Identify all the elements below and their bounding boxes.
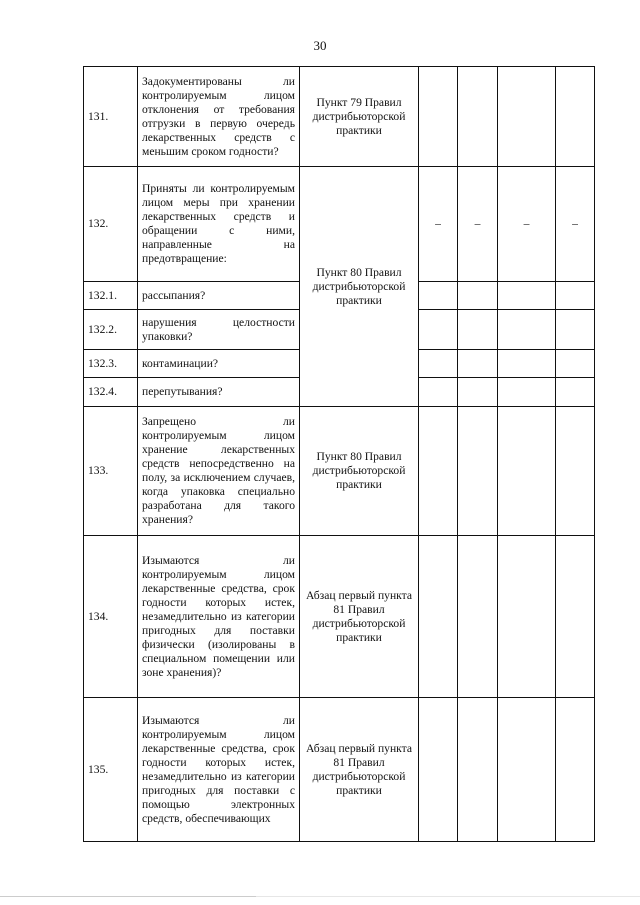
item-number: 132. bbox=[84, 167, 138, 282]
requirement-question: Изымаются ли контролируемым лицом лекарственные средства, срок годности которых истек, незамедлительно из категории пригодных для поставки физически (изолированы в специальном помещении или зоне хранения)? bbox=[138, 536, 300, 698]
answer-cell-no[interactable] bbox=[458, 536, 498, 698]
answer-dash: – bbox=[458, 167, 498, 282]
legal-reference: Абзац первый пункта 81 Правил дистрибьюторской практики bbox=[300, 536, 419, 698]
answer-cell-no[interactable] bbox=[458, 407, 498, 536]
answer-cell-no[interactable] bbox=[458, 282, 498, 310]
answer-cell-na[interactable] bbox=[498, 536, 556, 698]
answer-cell-note[interactable] bbox=[556, 310, 595, 350]
item-number: 134. bbox=[84, 536, 138, 698]
answer-cell-note[interactable] bbox=[556, 536, 595, 698]
answer-cell-note[interactable] bbox=[556, 378, 595, 407]
table-row bbox=[84, 407, 595, 536]
answer-cell-na[interactable] bbox=[498, 378, 556, 407]
table-row bbox=[84, 698, 595, 842]
answer-cell-yes[interactable] bbox=[419, 536, 458, 698]
answer-cell-note[interactable] bbox=[556, 67, 595, 167]
answer-cell-na[interactable] bbox=[498, 67, 556, 167]
requirement-question: Запрещено ли контролируемым лицом хранение лекарственных средств непосредственно на полу, за исключением случаев, когда упаковка специально разработана для такого хранения? bbox=[138, 407, 300, 536]
item-number: 132.4. bbox=[84, 378, 138, 407]
answer-dash: – bbox=[419, 167, 458, 282]
answer-cell-na[interactable] bbox=[498, 698, 556, 842]
answer-cell-yes[interactable] bbox=[419, 310, 458, 350]
table-row bbox=[84, 167, 595, 282]
item-number: 133. bbox=[84, 407, 138, 536]
answer-cell-na[interactable] bbox=[498, 282, 556, 310]
answer-dash: – bbox=[498, 167, 556, 282]
item-number: 132.3. bbox=[84, 350, 138, 378]
legal-reference: Пункт 80 Правил дистрибьюторской практики bbox=[300, 407, 419, 536]
answer-cell-no[interactable] bbox=[458, 67, 498, 167]
answer-cell-na[interactable] bbox=[498, 310, 556, 350]
item-number: 132.2. bbox=[84, 310, 138, 350]
answer-cell-no[interactable] bbox=[458, 378, 498, 407]
answer-cell-yes[interactable] bbox=[419, 282, 458, 310]
answer-cell-yes[interactable] bbox=[419, 407, 458, 536]
answer-cell-no[interactable] bbox=[458, 310, 498, 350]
answer-cell-note[interactable] bbox=[556, 350, 595, 378]
answer-cell-yes[interactable] bbox=[419, 378, 458, 407]
scan-footer-line bbox=[0, 896, 640, 897]
answer-cell-note[interactable] bbox=[556, 698, 595, 842]
requirement-question: контаминации? bbox=[138, 350, 300, 378]
answer-cell-yes[interactable] bbox=[419, 67, 458, 167]
answer-cell-note[interactable] bbox=[556, 407, 595, 536]
requirement-question: Изымаются ли контролируемым лицом лекарственные средства, срок годности которых истек, незамедлительно из категории пригодных для поставки с помощью электронных средств, обеспечивающих bbox=[138, 698, 300, 842]
answer-cell-na[interactable] bbox=[498, 350, 556, 378]
requirement-question: рассыпания? bbox=[138, 282, 300, 310]
answer-dash: – bbox=[556, 167, 595, 282]
answer-cell-na[interactable] bbox=[498, 407, 556, 536]
item-number: 135. bbox=[84, 698, 138, 842]
table-row bbox=[84, 536, 595, 698]
page-number: 30 bbox=[313, 38, 327, 53]
item-number: 131. bbox=[84, 67, 138, 167]
requirement-question: Приняты ли контролируемым лицом меры при хранении лекарственных средств и обращении с ними, направленные на предотвращение: bbox=[138, 167, 300, 282]
answer-cell-note[interactable] bbox=[556, 282, 595, 310]
checklist-table bbox=[83, 66, 595, 842]
item-number: 132.1. bbox=[84, 282, 138, 310]
answer-cell-no[interactable] bbox=[458, 350, 498, 378]
legal-reference: Пункт 79 Правил дистрибьюторской практики bbox=[300, 67, 419, 167]
legal-reference: Абзац первый пункта 81 Правил дистрибьюторской практики bbox=[300, 698, 419, 842]
requirement-question: Задокументированы ли контролируемым лицом отклонения от требования отгрузки в первую очередь лекарственных средств с меньшим сроком годности? bbox=[138, 67, 300, 167]
answer-cell-yes[interactable] bbox=[419, 698, 458, 842]
requirement-question: перепутывания? bbox=[138, 378, 300, 407]
table-row bbox=[84, 67, 595, 167]
answer-cell-no[interactable] bbox=[458, 698, 498, 842]
legal-reference: Пункт 80 Правил дистрибьюторской практики bbox=[300, 167, 419, 407]
answer-cell-yes[interactable] bbox=[419, 350, 458, 378]
requirement-question: нарушения целостности упаковки? bbox=[138, 310, 300, 350]
